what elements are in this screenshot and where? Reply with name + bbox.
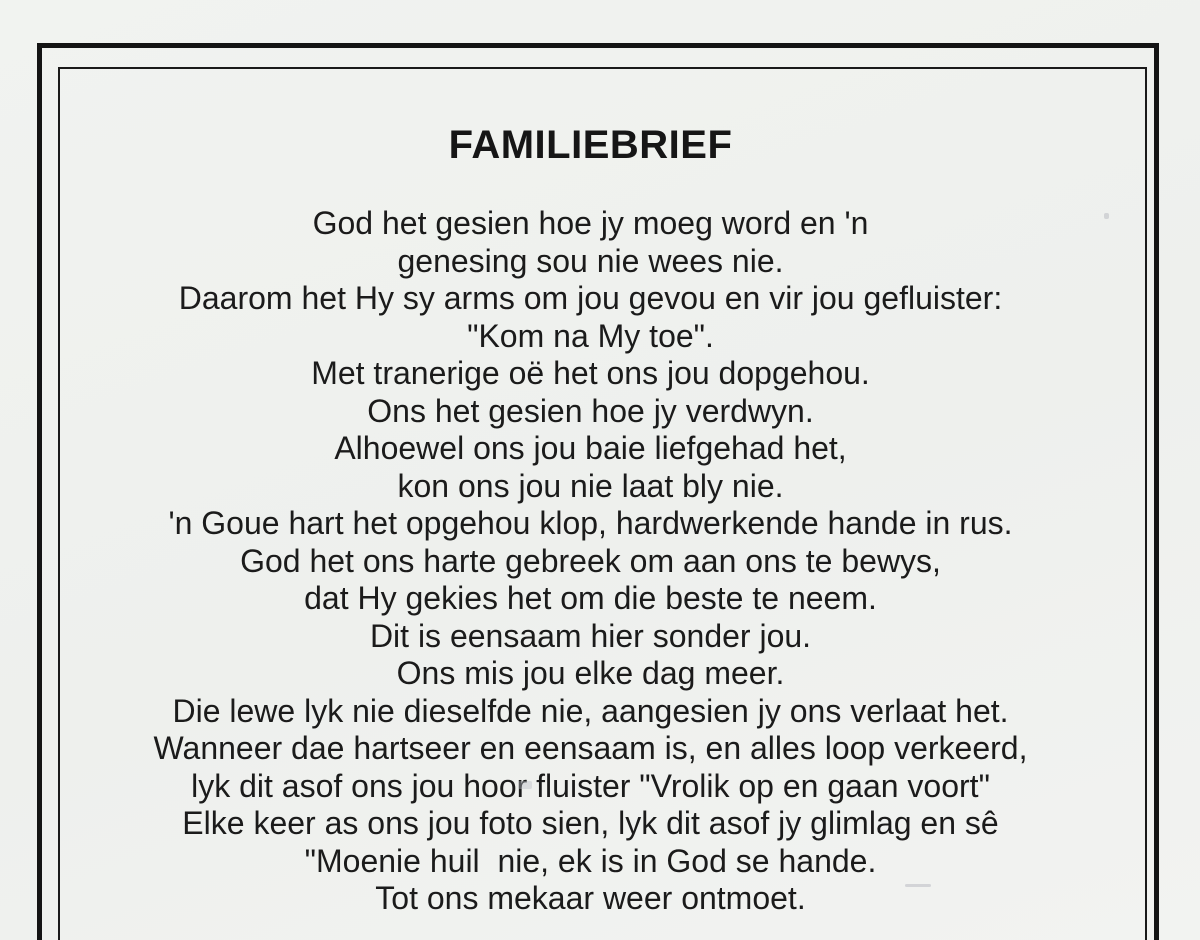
poem-line: Elke keer as ons jou foto sien, lyk dit asof jy glimlag en sê [182, 805, 999, 841]
poem-line: Die lewe lyk nie dieselfde nie, aangesien jy ons verlaat het. [172, 692, 1009, 729]
poem-line: Daarom het Hy sy arms om jou gevou en vir jou gefluister: [178, 280, 1003, 316]
poem-line: genesing sou nie wees nie. [397, 242, 784, 279]
poem-line: Tot ons mekaar weer ontmoet. [375, 880, 806, 916]
scan-artifact [1104, 213, 1109, 219]
document-title: FAMILIEBRIEF [448, 123, 733, 167]
poem-body [58, 205, 1123, 918]
poem-line: Ons het gesien hoe jy verdwyn. [367, 392, 814, 429]
poem-line: "Moenie huil nie, ek is in God se hande. [304, 842, 877, 879]
scan-artifact [518, 781, 532, 789]
poem-line: God het ons harte gebreek om aan ons te bewys, [240, 542, 941, 579]
poem-line: Alhoewel ons jou baie liefgehad het, [334, 430, 847, 466]
poem-line: God het gesien hoe jy moeg word en 'n [312, 205, 869, 241]
poem-line: Ons mis jou elke dag meer. [396, 655, 785, 691]
scan-artifact [905, 884, 931, 887]
poem-line: 'n Goue hart het opgehou klop, hardwerkende hande in rus. [168, 505, 1013, 541]
poem-line: lyk dit asof ons jou hoor fluister "Vrolik op en gaan voort" [191, 767, 990, 804]
poem-line: kon ons jou nie laat bly nie. [397, 467, 784, 504]
poem-line: Wanneer dae hartseer en eensaam is, en alles loop verkeerd, [153, 730, 1028, 766]
poem-line: Met tranerige oë het ons jou dopgehou. [311, 355, 870, 391]
poem-line: dat Hy gekies het om die beste te neem. [304, 580, 877, 616]
poem-line: Dit is eensaam hier sonder jou. [369, 617, 812, 654]
poem-line: "Kom na My toe". [467, 317, 714, 354]
